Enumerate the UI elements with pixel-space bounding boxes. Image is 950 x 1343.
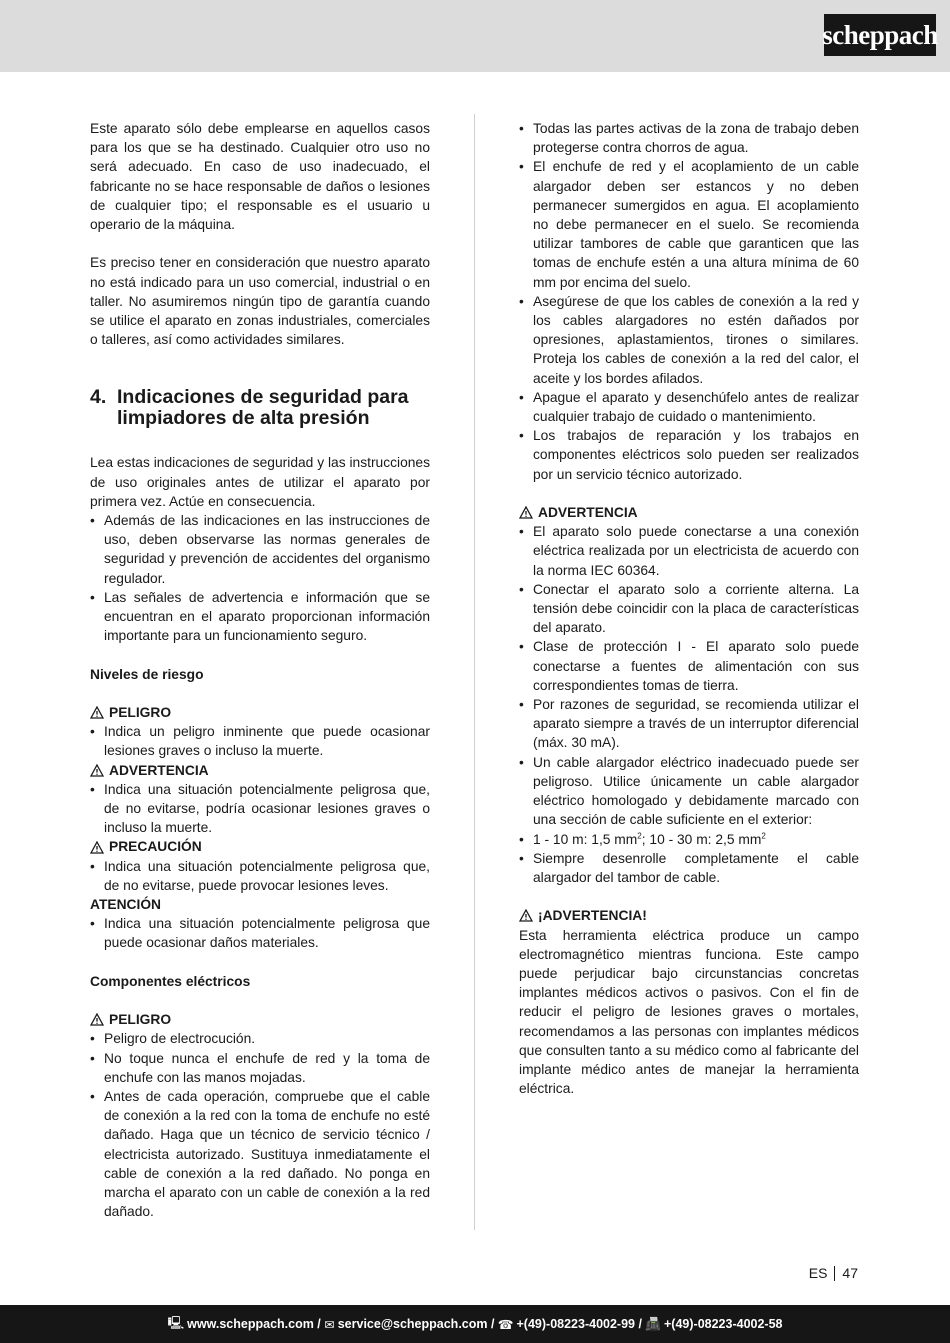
list-item: • Los trabajos de reparación y los trabajos en componentes eléctricos solo pueden ser realizados por un servicio técnico autorizado.	[519, 426, 859, 484]
components-peligro-label: PELIGRO	[90, 1010, 430, 1029]
page-number-value: 47	[842, 1265, 858, 1281]
list-item: • Conectar el aparato solo a corriente alterna. La tensión debe coincidir con la placa de características del aparato.	[519, 580, 859, 638]
peligro-label: PELIGRO	[90, 703, 430, 722]
advertencia-label: ADVERTENCIA	[519, 503, 859, 522]
section-heading	[90, 387, 430, 429]
warning-triangle-icon	[519, 909, 533, 922]
emf-warning-text: Esta herramienta eléctrica produce un campo electromagnético mientras funciona. Este campo puede perjudicar bajo circunstancias concretas implantes médicos activos o pasivos. Con el fin de reducir el peligro de lesiones graves o mortales, recomendamos a las personas con implantes médicos que consulten tanto a su médico como al fabricante del implante médico antes de manejar la herramienta eléctrica.	[519, 927, 859, 1097]
left-column	[90, 119, 430, 1221]
list-item: • Antes de cada operación, compruebe que el cable de conexión a la red con la toma de enchufe no esté dañado. Haga que un técnico de servicio técnico / electricista autorizado. Sustituya inmediatamente el cable de conexión a la red dañado. No ponga en marcha el aparato con un cable de conexión a la red dañado.	[90, 1087, 430, 1221]
cable-section-item: • 1 - 10 m: 1,5 $mm^2$; 10 - 30 m: 2,5 $mm^2$	[519, 830, 859, 849]
section-title-line2: limpiadores de alta presión	[117, 407, 370, 430]
advertencia-emf-label: ¡ADVERTENCIA!	[519, 906, 859, 925]
email-icon: ✉	[324, 1317, 335, 1332]
list-item: • No toque nunca el enchufe de red y la toma de enchufe con las manos mojadas.	[90, 1049, 430, 1087]
warning-triangle-icon	[90, 706, 104, 719]
list-item: • Indica una situación potencialmente peligrosa que, de no evitarse, puede provocar lesiones leves.	[90, 857, 430, 895]
column-divider	[474, 114, 475, 1230]
footer-phone: +(49)-08223-4002-99	[516, 1317, 635, 1331]
fax-icon: 📠	[645, 1316, 661, 1331]
precaucion-label: PRECAUCIÓN	[90, 837, 430, 856]
electrical-bullet-list	[519, 119, 859, 484]
paragraph-commercial-use: Es preciso tener en consideración que nuestro aparato no está indicado para un uso comercial, industrial o en taller. No asumiremos ningún tipo de garantía cuando se utilice el aparato en zonas industriales, comerciales o talleres, así como actividades similares.	[90, 255, 430, 348]
advertencia-bullet-list	[519, 522, 859, 887]
paragraph-intended-use: Este aparato sólo debe emplearse en aquellos casos para los que se ha destinado. Cualquier otro uso no será adecuado. En caso de uso inadecuado, el fabricante no se hace responsable de daños o lesiones de cualquier tipo; el responsable es el usuario u operario de la máquina.	[90, 121, 430, 233]
list-item: • Indica una situación potencialmente peligrosa que puede ocasionar daños materiales.	[90, 914, 430, 952]
intro-bullet-list	[90, 511, 430, 645]
list-item: • Las señales de advertencia e información que se encuentran en el aparato proporcionan información importante para un funcionamiento seguro.	[90, 588, 430, 646]
components-bullet-list	[90, 1029, 430, 1221]
advertencia-label: ADVERTENCIA	[90, 761, 430, 780]
list-item: • Siempre desenrolle completamente el cable alargador del tambor de cable.	[519, 849, 859, 887]
page-language: ES	[808, 1265, 828, 1281]
list-item: • El enchufe de red y el acoplamiento de un cable alargador deben ser estancos y no deben permanecer sumergidos en agua. El acoplamiento no debe permanecer en el suelo. Se recomienda utilizar tambores de cable que garanticen que las tomas de enchufe estén a una altura mínima de 60 mm por encima del suelo.	[519, 157, 859, 291]
list-item: • Apague el aparato y desenchúfelo antes de realizar cualquier trabajo de cuidado o mantenimiento.	[519, 388, 859, 426]
page-header	[0, 0, 950, 72]
list-item: • Peligro de electrocución.	[90, 1029, 430, 1048]
logo-text: scheppach	[822, 19, 938, 50]
page-number	[809, 1265, 858, 1281]
atencion-label: ATENCIÓN	[90, 897, 162, 913]
section-title-line1: Indicaciones de seguridad para	[117, 386, 409, 409]
section-number: 4.	[90, 386, 107, 409]
list-item: • El aparato solo puede conectarse a una conexión eléctrica realizada por un electricista de acuerdo con la norma IEC 60364.	[519, 522, 859, 580]
list-item: • Por razones de seguridad, se recomienda utilizar el aparato siempre a través de un interruptor diferencial (máx. 30 mA).	[519, 695, 859, 753]
list-item: • Indica una situación potencialmente peligrosa que, de no evitarse, podría ocasionar lesiones graves o incluso la muerte.	[90, 780, 430, 838]
safety-intro: Lea estas indicaciones de seguridad y las instrucciones de uso originales antes de utilizar el aparato por primera vez. Actúe en consecuencia.	[90, 455, 430, 509]
right-column	[519, 119, 859, 1098]
list-item: • Además de las indicaciones en las instrucciones de uso, deben observarse las normas generales de seguridad y prevención de accidentes del organismo regulador.	[90, 511, 430, 588]
footer-email-link[interactable]: service@scheppach.com	[337, 1317, 488, 1331]
warning-triangle-icon	[90, 841, 104, 854]
warning-triangle-icon	[90, 1013, 104, 1026]
components-heading: Componentes eléctricos	[90, 973, 251, 989]
risk-levels-heading: Niveles de riesgo	[90, 666, 204, 682]
computer-icon: 🖳	[167, 1315, 185, 1330]
warning-triangle-icon	[90, 764, 104, 777]
page-footer: 🖳 www.scheppach.com / ✉ service@scheppach.com / ☎ +(49)-08223-4002-99 / 📠 +(49)-08223-4002-58	[0, 1305, 950, 1343]
warning-triangle-icon	[519, 506, 533, 519]
list-item: • Un cable alargador eléctrico inadecuado puede ser peligroso. Utilice únicamente un cable alargador eléctrico homologado y debidamente marcado con una sección de cable suficiente en el exterior:	[519, 753, 859, 830]
list-item: • Todas las partes activas de la zona de trabajo deben protegerse contra chorros de agua.	[519, 119, 859, 157]
footer-web-link[interactable]: www.scheppach.com	[187, 1317, 314, 1331]
list-item: • Indica un peligro inminente que puede ocasionar lesiones graves o incluso la muerte.	[90, 722, 430, 760]
footer-fax: +(49)-08223-4002-58	[664, 1317, 783, 1331]
brand-logo	[824, 14, 936, 56]
phone-icon: ☎	[497, 1317, 514, 1332]
list-item: • Asegúrese de que los cables de conexión a la red y los cables alargadores no estén dañados por opresiones, aplastamientos, tirones o similares. Proteja los cables de conexión a la red del calor, el aceite y los bordes afilados.	[519, 292, 859, 388]
list-item: • Clase de protección I - El aparato solo puede conectarse a fuentes de alimentación con sus correspondientes tomas de tierra.	[519, 637, 859, 695]
